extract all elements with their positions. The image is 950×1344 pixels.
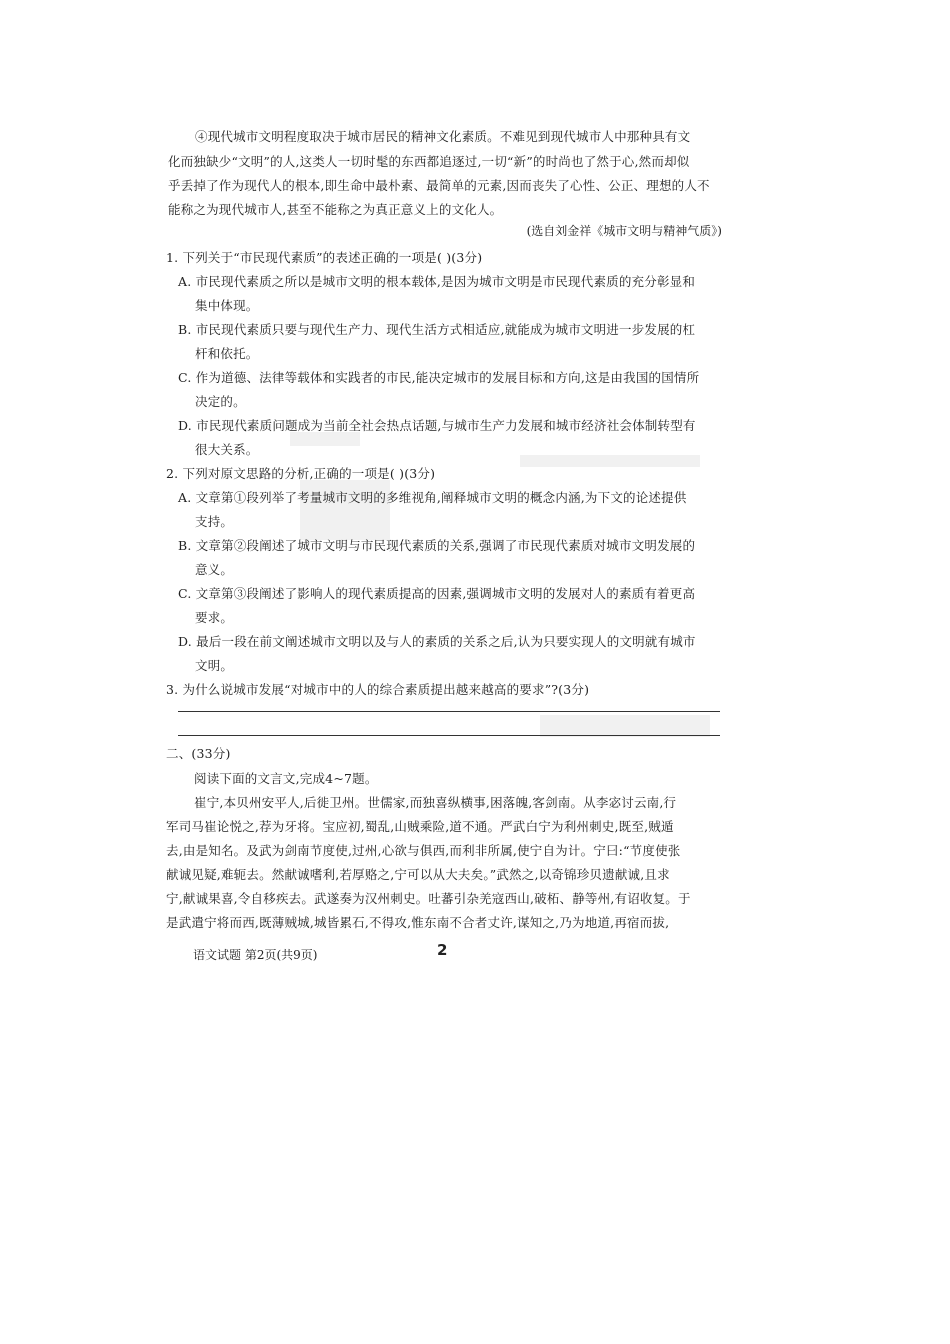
classical-text-line: 军司马崔论悦之,荐为牙将。宝应初,蜀乱,山贼乘险,道不通。严武白宁为利州刺史,既至,贼遁 [166, 819, 674, 834]
q1-option-d: D. 市民现代素质问题成为当前全社会热点话题,与城市生产力发展和城市经济社会体制转型有 [178, 418, 696, 433]
classical-text-line: 献诚见疑,难轭去。然献诚嗜利,若厚赂之,宁可以从大夫矣。”武然之,以奇锦珍贝遗献诚,且求 [166, 867, 670, 882]
q1-option-c-cont: 决定的。 [195, 394, 246, 409]
section-2-instruction: 阅读下面的文言文,完成4~7题。 [194, 771, 378, 786]
question-2-stem: 2. 下列对原文思路的分析,正确的一项是( )(3分) [166, 466, 436, 481]
answer-line [178, 735, 720, 736]
q2-option-b-cont: 意义。 [195, 562, 234, 577]
passage-line: 乎丢掉了作为现代人的根本,即生命中最朴素、最简单的元素,因而丧失了心性、公正、理想的人不 [168, 178, 710, 193]
classical-text-line: 崔宁,本贝州安平人,后徙卫州。世儒家,而独喜纵横事,困落魄,客剑南。从李宓讨云南,行 [194, 795, 677, 810]
passage-line: ④现代城市文明程度取决于城市居民的精神文化素质。不难见到现代城市人中那种具有文 [195, 129, 691, 144]
scan-smudge [520, 455, 700, 467]
q1-option-a: A. 市民现代素质之所以是城市文明的根本载体,是因为城市文明是市民现代素质的充分彰显和 [178, 274, 696, 289]
page-footer: 语文试题 第2页(共9页) [193, 948, 318, 962]
section-2-title: 二、(33分) [166, 746, 231, 761]
source-citation: (选自刘金祥《城市文明与精神气质》) [526, 224, 722, 238]
q2-option-c-cont: 要求。 [195, 610, 234, 625]
answer-line [178, 711, 720, 712]
q2-option-a-cont: 支持。 [195, 514, 234, 529]
classical-text-line: 去,由是知名。及武为剑南节度使,过州,心欲与俱西,而利非所属,使宁自为计。宁曰:“节度使张 [166, 843, 681, 858]
q1-option-a-cont: 集中体现。 [195, 298, 259, 313]
q1-option-d-cont: 很大关系。 [195, 442, 259, 457]
q2-option-d-cont: 文明。 [195, 658, 234, 673]
q1-option-b: B. 市民现代素质只要与现代生产力、现代生活方式相适应,就能成为城市文明进一步发展的杠 [178, 322, 696, 337]
q2-option-a: A. 文章第①段列举了考量城市文明的多维视角,阐释城市文明的概念内涵,为下文的论述提供 [178, 490, 687, 505]
question-3-stem: 3. 为什么说城市发展“对城市中的人的综合素质提出越来越高的要求”?(3分) [166, 682, 590, 697]
scan-smudge [540, 715, 710, 737]
passage-line: 能称之为现代城市人,甚至不能称之为真正意义上的文化人。 [168, 202, 503, 217]
q1-option-b-cont: 杆和依托。 [195, 346, 259, 361]
q2-option-b: B. 文章第②段阐述了城市文明与市民现代素质的关系,强调了市民现代素质对城市文明发展的 [178, 538, 696, 553]
question-1-stem: 1. 下列关于“市民现代素质”的表述正确的一项是( )(3分) [166, 250, 483, 265]
q2-option-c: C. 文章第③段阐述了影响人的现代素质提高的因素,强调城市文明的发展对人的素质有着更高 [178, 586, 696, 601]
page-number: 2 [437, 941, 448, 959]
q2-option-d: D. 最后一段在前文阐述城市文明以及与人的素质的关系之后,认为只要实现人的文明就有城市 [178, 634, 696, 649]
q1-option-c: C. 作为道德、法律等载体和实践者的市民,能决定城市的发展目标和方向,这是由我国的国情所 [178, 370, 700, 385]
classical-text-line: 是武遣宁将而西,既薄贼城,城皆累石,不得攻,惟东南不合者丈许,谋知之,乃为地道,再宿而拔, [166, 915, 670, 930]
classical-text-line: 宁,献诚果喜,令自移疾去。武遂奏为汉州刺史。吐蕃引杂羌寇西山,破柘、静等州,有诏收复。于 [166, 891, 691, 906]
passage-line: 化而独缺少“文明”的人,这类人一切时髦的东西都追逐过,一切“新”的时尚也了然于心,然而却似 [168, 154, 690, 169]
